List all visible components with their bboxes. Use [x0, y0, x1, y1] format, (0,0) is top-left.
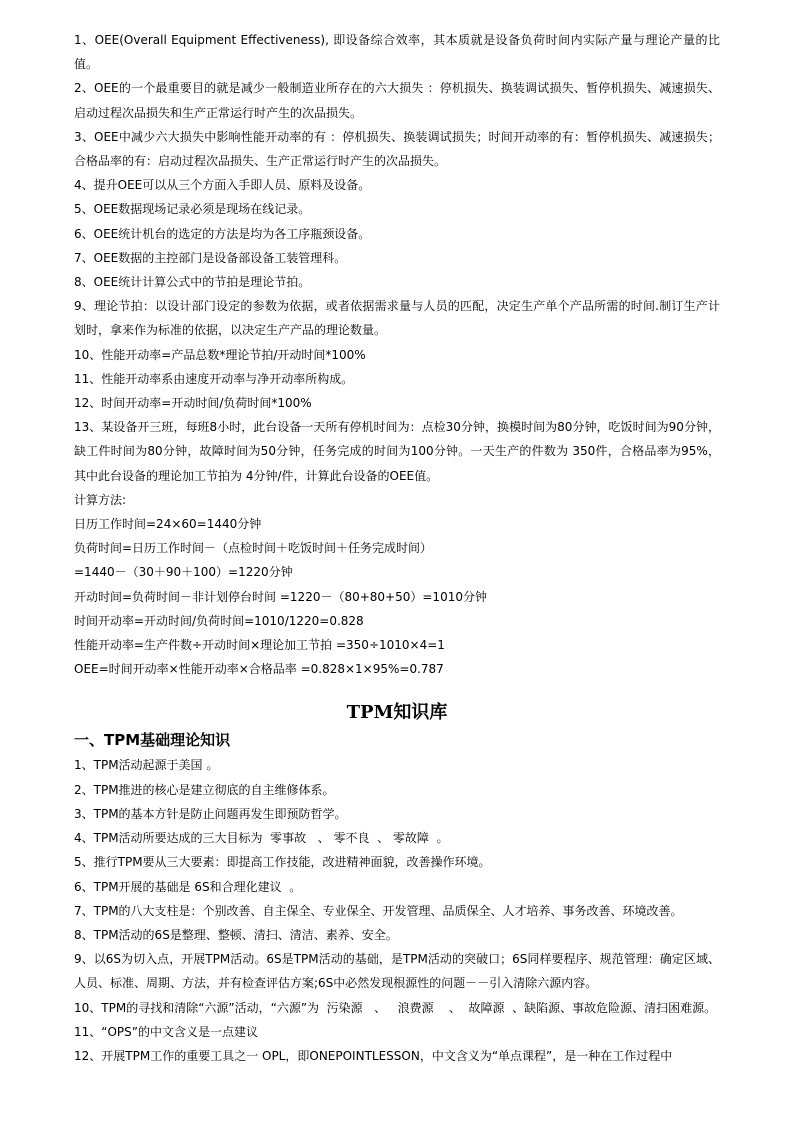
- calc-line: 时间开动率=开动时间/负荷时间=1010/1220=0.828: [74, 613, 364, 628]
- tpm-item-11: 11、“OPS”的中文含义是一点建议: [74, 1024, 259, 1039]
- oee-item-6: 6、OEE统计机台的选定的方法是均为各工序瓶颈设备。: [74, 226, 371, 241]
- oee-item-10: 10、性能开动率=产品总数*理论节拍/开动时间*100%: [74, 347, 366, 362]
- oee-item-5: 5、OEE数据现场记录必须是现场在线记录。: [74, 202, 311, 217]
- page-title: TPM知识库: [346, 702, 448, 724]
- oee-item-9: 9、理论节拍：以设计部门设定的参数为依据，或者依据需求量与人员的匹配，决定生产单个产品所需的时间.制订生产计划时，拿来作为标准的依据，以决定生产产品的理论数量。: [74, 299, 720, 338]
- tpm-item-7: 7、TPM的八大支柱是：个别改善、自主保全、专业保全、开发管理、品质保全、人才培养、事务改善、环境改善。: [74, 903, 683, 918]
- calc-line: 负荷时间=日历工作时间－（点检时间＋吃饭时间＋任务完成时间）: [74, 541, 433, 556]
- tpm-item-9: 9、以6S为切入点，开展TPM活动。6S是TPM活动的基础，是TPM活动的突破口；6S同样要程序、规范管理：确定区域、人员、标准、周期、方法，并有检查评估方案;6S中必然发现根源性的问题－－引入清除六源内容。: [74, 952, 720, 991]
- calc-line: =1440－（30＋90＋100）=1220分钟: [74, 565, 293, 580]
- oee-item-8: 8、OEE统计计算公式中的节拍是理论节拍。: [74, 275, 311, 290]
- calc-line: 日历工作时间=24×60=1440分钟: [74, 517, 262, 532]
- tpm-section: [74, 753, 720, 1068]
- tpm-item-2: 2、TPM推进的核心是建立彻底的自主维修体系。: [74, 782, 335, 797]
- tpm-item-5: 5、推行TPM要从三大要素：即提高工作技能，改进精神面貌，改善操作环境。: [74, 855, 491, 870]
- tpm-item-8: 8、TPM活动的6S是整理、整顿、清扫、清洁、素养、安全。: [74, 927, 398, 942]
- oee-item-7: 7、OEE数据的主控部门是设备部设备工装管理科。: [74, 250, 347, 265]
- oee-item-13: 13、某设备开三班，每班8小时，此台设备一天所有停机时间为：点检30分钟，换模时间为80分钟，吃饭时间为90分钟，缺工件时间为80分钟，故障时间为50分钟，任务完成的时间为100分钟。一天生产的件数为 350件，合格品率为95%，其中此台设备的理论加工节拍为 4分钟/件，计算此台设备的OEE值。: [74, 420, 720, 483]
- calc-line: OEE=时间开动率×性能开动率×合格品率 =0.828×1×95%=0.787: [74, 662, 444, 677]
- oee-item-12: 12、时间开动率=开动时间/负荷时间*100%: [74, 396, 312, 411]
- tpm-item-12: 12、开展TPM工作的重要工具之一 OPL，即ONEPOINTLESSON，中文含义为“单点课程”，是一种在工作过程中: [74, 1048, 673, 1063]
- tpm-item-6: 6、TPM开展的基础是 6S和合理化建议 。: [74, 879, 302, 894]
- calc-heading: 计算方法:: [74, 492, 127, 507]
- tpm-item-10: 10、TPM的寻找和清除“六源”活动，“六源”为 污染源 、 浪费源 、 故障源 、缺陷源、事故危险源、清扫困难源。: [74, 1000, 717, 1015]
- oee-section: [74, 28, 720, 681]
- calc-line: 性能开动率=生产件数÷开动时间×理论加工节拍 =350÷1010×4=1: [74, 638, 445, 653]
- tpm-item-1: 1、TPM活动起源于美国 。: [74, 758, 219, 773]
- oee-item-3: 3、OEE中减少六大损失中影响性能开动率的有 ：停机损失、换装调试损失；时间开动率的有：暂停机损失、减速损失；合格品率的有：启动过程次品损失、生产正常运行时产生的次品损失。: [74, 129, 720, 169]
- oee-item-4: 4、提升OEE可以从三个方面入手即人员、原料及设备。: [74, 178, 371, 193]
- oee-item-11: 11、性能开动率系由速度开动率与净开动率所构成。: [74, 371, 354, 386]
- tpm-item-3: 3、TPM的基本方针是防止问题再发生即预防哲学。: [74, 806, 347, 821]
- oee-item-2: 2、OEE的一个最重要目的就是减少一般制造业所存在的六大损失 ：停机损失、换装调试损失、暂停机损失、减速损失、启动过程次品损失和生产正常运行时产生的次品损失。: [74, 81, 720, 120]
- oee-item-1: 1、OEE(Overall Equipment Effectiveness), 即设备综合效率，其本质就是设备负荷时间内实际产量与理论产量的比值。: [74, 33, 720, 72]
- section-heading: 一、TPM基础理论知识: [74, 731, 231, 750]
- tpm-item-4: 4、TPM活动所要达成的三大目标为 零事故 、 零不良 、 零故障 。: [74, 831, 449, 846]
- calc-line: 开动时间=负荷时间－非计划停台时间 =1220－（80+80+50）=1010分钟: [74, 589, 487, 604]
